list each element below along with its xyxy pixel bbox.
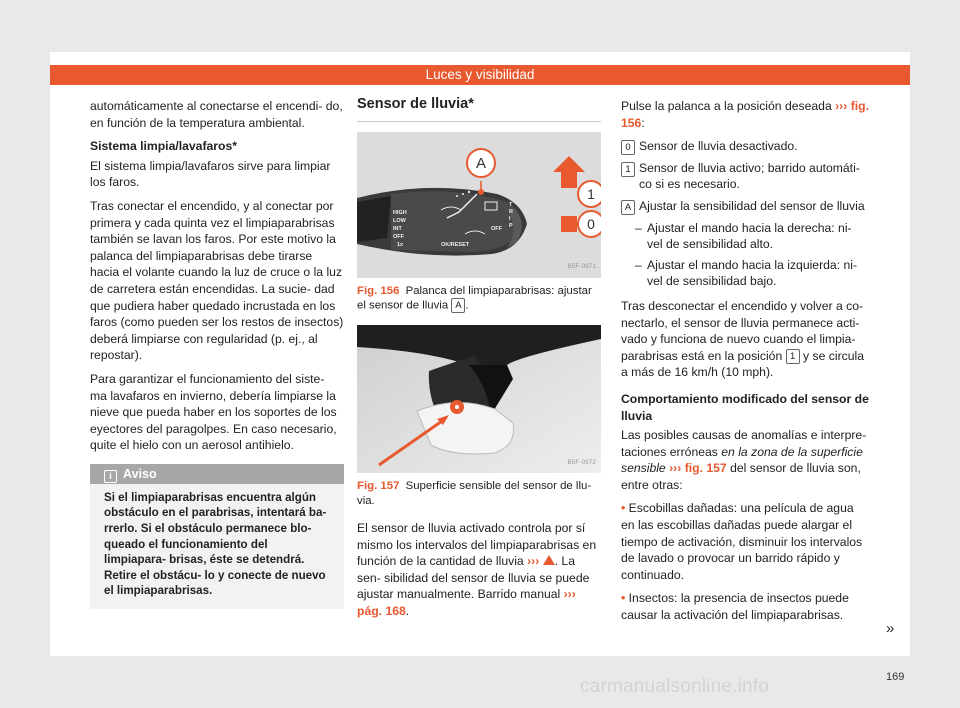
subheading: Sistema limpia/lavafaros* <box>90 139 237 154</box>
manual-page <box>50 52 910 683</box>
figure-link[interactable]: fig. 156 <box>621 99 869 130</box>
key-badge: A <box>451 298 465 313</box>
lever-off2: OFF <box>491 225 502 232</box>
subheading: Comportamiento modificado del sensor de lluvia <box>621 391 869 423</box>
column-middle <box>357 98 601 627</box>
bullet-item: • Insectos: la presencia de insectos puede causar la activación del limpiaparabrisas. <box>621 591 849 623</box>
notice-box <box>90 464 344 609</box>
paragraph: Tras desconectar el encendido y volver a co- nectarlo, el sensor de lluvia permanece acti- vado y funciona de nuevo cuando el limpia- parabrisas está en la posición 1 y se circula a más de 16 km/h (10 mph). <box>621 298 864 380</box>
key-badge: 1 <box>786 349 800 364</box>
key-badge: 1 <box>621 162 635 177</box>
label-0: 0 <box>587 215 595 232</box>
info-icon: i <box>104 470 117 483</box>
lever-high: HIGH <box>393 209 407 216</box>
paragraph: Las posibles causas de anomalías e interpre- taciones erróneas en la zona de la superficie sensible ››› fig. 157 del sensor de lluvia son, entre otras: <box>621 428 867 492</box>
figure-code: B5F-0971 <box>567 263 596 270</box>
page-number: 169 <box>886 671 905 683</box>
column-right <box>621 98 869 631</box>
wiper-lever-illustration <box>357 132 601 278</box>
rain-sensor-illustration <box>357 325 601 473</box>
label-1: 1 <box>587 185 595 202</box>
lever-okreset: OK/RESET <box>441 241 470 248</box>
figure-code: B5F-0972 <box>567 458 596 466</box>
figure-link[interactable]: fig. 157 <box>684 461 727 476</box>
section-header: Luces y visibilidad <box>50 65 910 85</box>
list-item: A Ajustar la sensibilidad del sensor de lluvia <box>621 198 869 215</box>
figure-caption: Fig. 156 Palanca del limpiaparabrisas: ajustar el sensor de lluvia A . <box>357 284 592 312</box>
list-item: 1 Sensor de lluvia activo; barrido automáti- co si es necesario. <box>621 160 869 193</box>
paragraph: Tras conectar el encendido, y al conectar por primera y cada quinta vez el limpiaparabrisas también se lavan los faros. Por este motivo la palanca del limpiaparabrisas debe tirarse hacia el volante cuando la luz de cruce o la luz de carretera están encendidas. La sucie- dad que pudiera haber quedado incrustada en los faros (como pueden ser los restos de insectos) deberá limpiarse con regularidad (p. ej., al repostar). <box>90 198 344 363</box>
paragraph: automáticamente al conectarse el encendi- do, en función de la temperatura ambiental. <box>90 99 343 130</box>
section-title: Sensor de lluvia* <box>357 96 601 122</box>
paragraph: Para garantizar el funcionamiento del siste- ma lavafaros en invierno, debería limpiarse la nieve que pueda haber en los soportes de los eyectores del paragolpes. En caso necesario, quite el hielo con un aerosol antihielo. <box>90 371 337 453</box>
bullet-icon: • <box>621 591 626 606</box>
bullet-item: • Escobillas dañadas: una película de agua en las escobillas dañadas puede alargar el tiempo de activación, disminuir los intervalos de lavado o provocar un barrido rápido y continuado. <box>621 501 863 582</box>
continued-icon: » <box>886 620 895 637</box>
lever-low: LOW <box>393 217 406 224</box>
key-badge: 0 <box>621 140 635 155</box>
figure-157 <box>357 325 601 473</box>
page-link[interactable]: pág. 168 <box>357 604 406 619</box>
label-a: A <box>475 154 487 172</box>
lever-off: OFF <box>393 233 404 240</box>
figure-156 <box>357 132 601 278</box>
list-item: 0 Sensor de lluvia desactivado. <box>621 138 869 155</box>
notice-text: Si el limpiaparabrisas encuentra algún obstáculo en el parabrisas, intentará ba- rrerlo. Si el obstáculo permanece blo- queado el funcionamiento del limpiapara- brisas, éste se detendrá. Retire el obstácu- lo y conecte de nuevo el limpiaparabrisas. <box>104 490 327 598</box>
bullet-icon: • <box>621 501 626 516</box>
lever-int: INT <box>393 225 402 232</box>
paragraph: Pulse la palanca a la posición deseada ››› fig. 156: <box>621 99 869 130</box>
key-badge: A <box>621 200 635 215</box>
paragraph: El sistema limpia/lavafaros sirve para limpiar los faros. <box>90 158 331 190</box>
dash-item: – Ajustar el mando hacia la izquierda: ni- vel de sensibilidad bajo. <box>621 257 869 290</box>
column-left <box>90 98 344 609</box>
paragraph: El sensor de lluvia activado controla por sí mismo los intervalos del limpiaparabrisas en función de la cantidad de lluvia ››› . La sen- sibilidad del sensor de lluvia se puede ajustar manualmente. Barrido manual ››› pág. 168. <box>357 521 597 619</box>
svg-text:P: P <box>509 222 513 229</box>
notice-header <box>90 464 344 484</box>
svg-text:T: T <box>509 201 513 208</box>
lever-1x: 1x <box>397 241 404 248</box>
figure-caption: Fig. 157 Superficie sensible del sensor de llu- via. <box>357 480 592 507</box>
warning-icon <box>543 555 555 565</box>
dash-item: – Ajustar el mando hacia la derecha: ni- vel de sensibilidad alto. <box>621 220 869 253</box>
notice-title: Aviso <box>123 466 157 481</box>
watermark: carmanualsonline.info <box>580 676 770 697</box>
svg-text:R: R <box>509 208 513 215</box>
svg-text:I: I <box>509 215 511 222</box>
